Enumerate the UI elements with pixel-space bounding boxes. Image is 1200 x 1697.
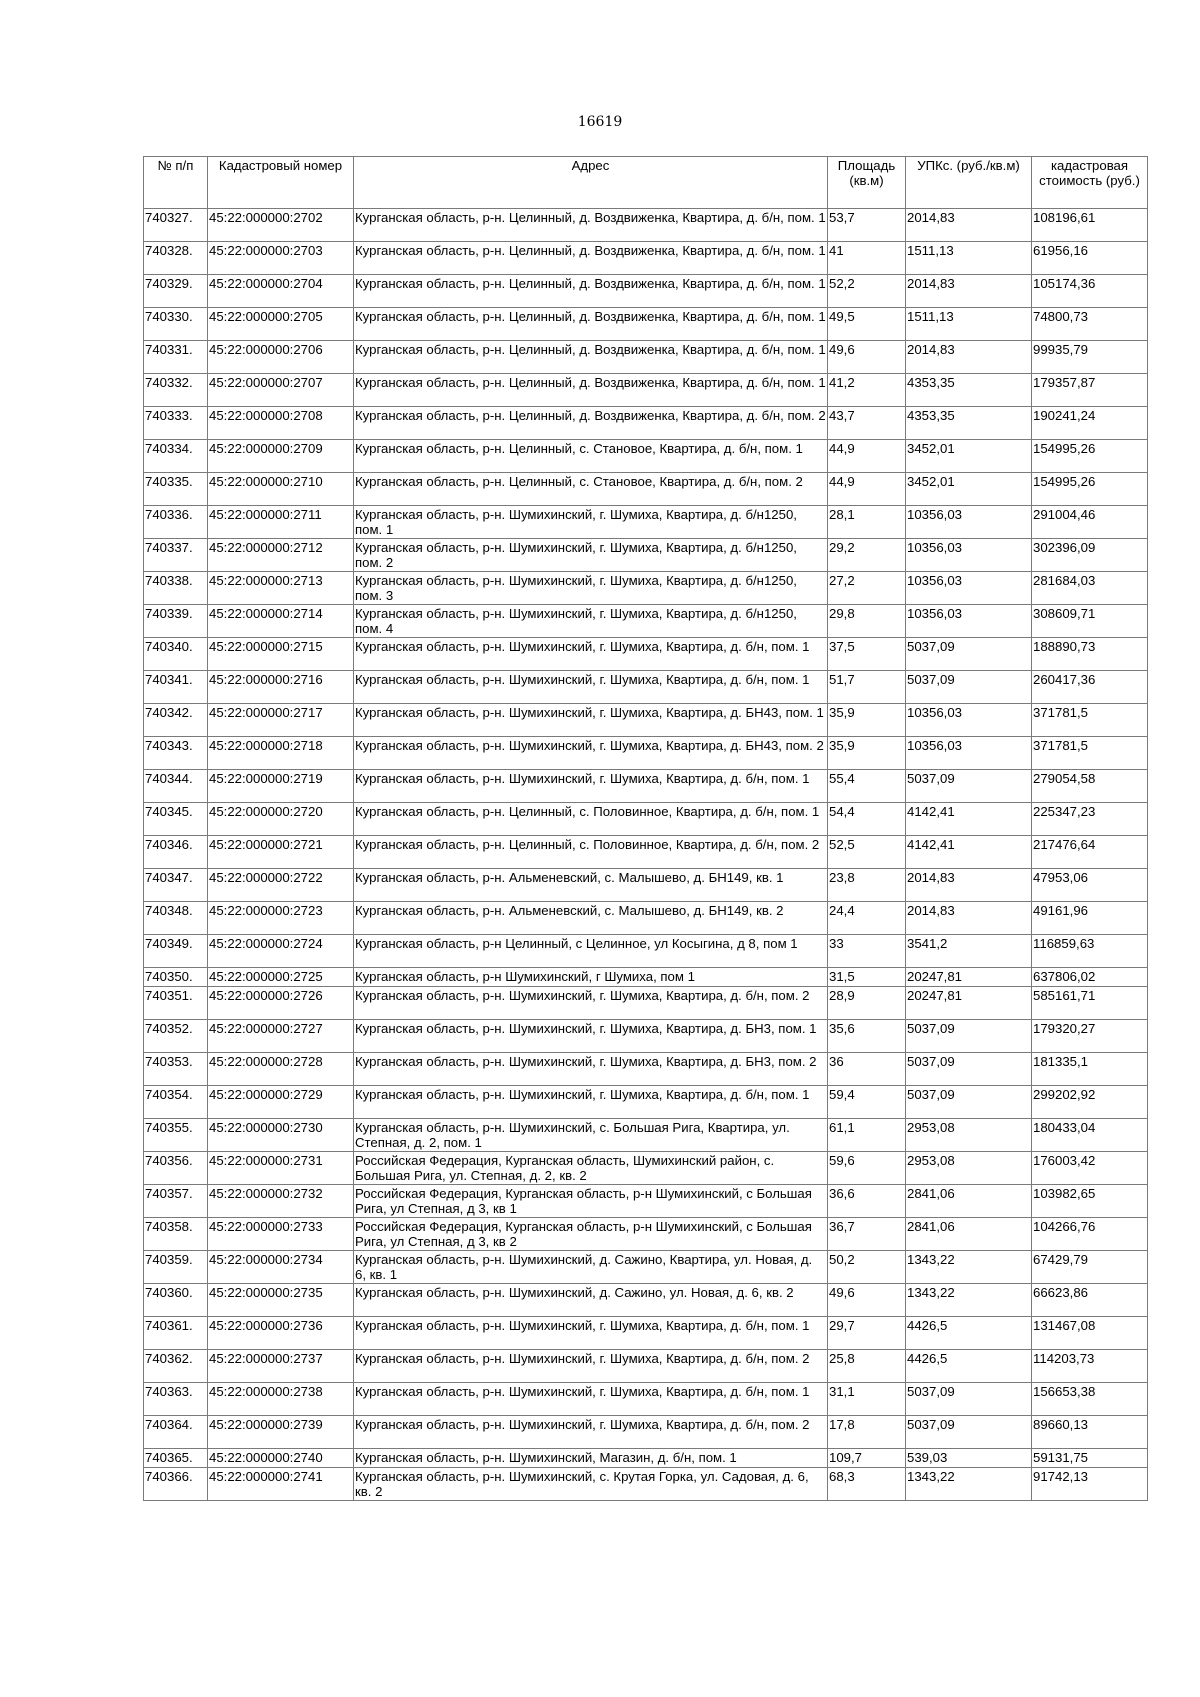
cell-upks: 5037,09 — [906, 638, 1032, 671]
cell-cadastral-cost: 131467,08 — [1032, 1317, 1148, 1350]
cell-address: Курганская область, р-н. Целинный, с. Половинное, Квартира, д. б/н, пом. 1 — [354, 803, 828, 836]
cell-cadastral-cost: 291004,46 — [1032, 506, 1148, 539]
cell-cadastral-number: 45:22:000000:2704 — [208, 275, 354, 308]
cell-cadastral-cost: 104266,76 — [1032, 1218, 1148, 1251]
cell-cadastral-cost: 260417,36 — [1032, 671, 1148, 704]
cell-address: Российская Федерация, Курганская область, Шумихинский район, с. Большая Рига, ул. Степная, д. 2, кв. 2 — [354, 1152, 828, 1185]
cell-cadastral-cost: 281684,03 — [1032, 572, 1148, 605]
table-body — [144, 209, 1148, 1501]
cell-cadastral-number: 45:22:000000:2712 — [208, 539, 354, 572]
cell-area: 33 — [828, 935, 906, 968]
cell-upks: 4353,35 — [906, 407, 1032, 440]
cell-upks: 1343,22 — [906, 1468, 1032, 1501]
cell-cadastral-number: 45:22:000000:2731 — [208, 1152, 354, 1185]
cell-area: 35,9 — [828, 704, 906, 737]
table-row — [144, 473, 1148, 506]
cell-upks: 10356,03 — [906, 704, 1032, 737]
cell-num: 740358. — [144, 1218, 208, 1251]
cell-upks: 20247,81 — [906, 987, 1032, 1020]
cell-cadastral-cost: 179357,87 — [1032, 374, 1148, 407]
table-row — [144, 341, 1148, 374]
cell-area: 50,2 — [828, 1251, 906, 1284]
cell-num: 740357. — [144, 1185, 208, 1218]
cell-upks: 10356,03 — [906, 737, 1032, 770]
cell-cadastral-number: 45:22:000000:2732 — [208, 1185, 354, 1218]
cell-cadastral-cost: 190241,24 — [1032, 407, 1148, 440]
table-row — [144, 374, 1148, 407]
cell-cadastral-cost: 179320,27 — [1032, 1020, 1148, 1053]
cell-cadastral-number: 45:22:000000:2729 — [208, 1086, 354, 1119]
cell-upks: 1511,13 — [906, 242, 1032, 275]
cell-upks: 2841,06 — [906, 1185, 1032, 1218]
cell-cadastral-number: 45:22:000000:2703 — [208, 242, 354, 275]
cell-address: Курганская область, р-н. Шумихинский, г. Шумиха, Квартира, д. б/н, пом. 1 — [354, 638, 828, 671]
cell-area: 109,7 — [828, 1449, 906, 1468]
cell-address: Курганская область, р-н. Шумихинский, г. Шумиха, Квартира, д. БН43, пом. 2 — [354, 737, 828, 770]
cell-upks: 10356,03 — [906, 539, 1032, 572]
cell-cadastral-number: 45:22:000000:2723 — [208, 902, 354, 935]
cell-area: 24,4 — [828, 902, 906, 935]
cell-num: 740364. — [144, 1416, 208, 1449]
table-row — [144, 506, 1148, 539]
cell-area: 43,7 — [828, 407, 906, 440]
table-row — [144, 407, 1148, 440]
cell-cadastral-number: 45:22:000000:2717 — [208, 704, 354, 737]
cell-cadastral-number: 45:22:000000:2718 — [208, 737, 354, 770]
cell-cadastral-number: 45:22:000000:2719 — [208, 770, 354, 803]
cell-cadastral-cost: 67429,79 — [1032, 1251, 1148, 1284]
cell-address: Курганская область, р-н. Целинный, д. Воздвиженка, Квартира, д. б/н, пом. 1 — [354, 242, 828, 275]
cell-num: 740341. — [144, 671, 208, 704]
cell-upks: 5037,09 — [906, 1086, 1032, 1119]
cell-num: 740331. — [144, 341, 208, 374]
cell-num: 740345. — [144, 803, 208, 836]
cell-upks: 5037,09 — [906, 1416, 1032, 1449]
cell-area: 37,5 — [828, 638, 906, 671]
cell-cadastral-number: 45:22:000000:2728 — [208, 1053, 354, 1086]
cell-cadastral-cost: 371781,5 — [1032, 704, 1148, 737]
cell-cadastral-number: 45:22:000000:2739 — [208, 1416, 354, 1449]
cell-num: 740350. — [144, 968, 208, 987]
cell-num: 740356. — [144, 1152, 208, 1185]
cell-num: 740362. — [144, 1350, 208, 1383]
cell-num: 740337. — [144, 539, 208, 572]
cell-area: 51,7 — [828, 671, 906, 704]
table-row — [144, 1317, 1148, 1350]
table-row — [144, 1119, 1148, 1152]
cell-area: 44,9 — [828, 473, 906, 506]
cell-cadastral-cost: 180433,04 — [1032, 1119, 1148, 1152]
cell-area: 41 — [828, 242, 906, 275]
table-row — [144, 902, 1148, 935]
cell-num: 740355. — [144, 1119, 208, 1152]
cell-area: 55,4 — [828, 770, 906, 803]
cell-cadastral-cost: 154995,26 — [1032, 440, 1148, 473]
cell-num: 740334. — [144, 440, 208, 473]
cell-cadastral-cost: 156653,38 — [1032, 1383, 1148, 1416]
cell-cadastral-number: 45:22:000000:2734 — [208, 1251, 354, 1284]
cell-address: Курганская область, р-н. Шумихинский, г. Шумиха, Квартира, д. б/н, пом. 1 — [354, 770, 828, 803]
cell-address: Российская Федерация, Курганская область, р-н Шумихинский, с Большая Рига, ул Степная, д 3, кв 2 — [354, 1218, 828, 1251]
cell-cadastral-cost: 114203,73 — [1032, 1350, 1148, 1383]
cell-cadastral-number: 45:22:000000:2738 — [208, 1383, 354, 1416]
cell-address: Курганская область, р-н. Целинный, д. Воздвиженка, Квартира, д. б/н, пом. 2 — [354, 407, 828, 440]
cell-num: 740338. — [144, 572, 208, 605]
cell-upks: 2953,08 — [906, 1152, 1032, 1185]
cell-upks: 3541,2 — [906, 935, 1032, 968]
cell-cadastral-cost: 188890,73 — [1032, 638, 1148, 671]
cell-address: Курганская область, р-н. Альменевский, с. Малышево, д. БН149, кв. 1 — [354, 869, 828, 902]
cell-upks: 2014,83 — [906, 209, 1032, 242]
cell-cadastral-number: 45:22:000000:2711 — [208, 506, 354, 539]
cell-area: 27,2 — [828, 572, 906, 605]
cell-num: 740359. — [144, 1251, 208, 1284]
cell-address: Курганская область, р-н. Целинный, д. Воздвиженка, Квартира, д. б/н, пом. 1 — [354, 374, 828, 407]
table-row — [144, 1350, 1148, 1383]
cell-area: 68,3 — [828, 1468, 906, 1501]
cell-num: 740354. — [144, 1086, 208, 1119]
cell-num: 740339. — [144, 605, 208, 638]
cell-address: Курганская область, р-н. Целинный, д. Воздвиженка, Квартира, д. б/н, пом. 1 — [354, 209, 828, 242]
cell-area: 49,6 — [828, 1284, 906, 1317]
cell-upks: 10356,03 — [906, 572, 1032, 605]
cadastral-value-table — [143, 156, 1148, 1501]
cell-cadastral-number: 45:22:000000:2708 — [208, 407, 354, 440]
cell-address: Курганская область, р-н. Целинный, д. Воздвиженка, Квартира, д. б/н, пом. 1 — [354, 275, 828, 308]
table-row — [144, 275, 1148, 308]
cell-area: 54,4 — [828, 803, 906, 836]
table-row — [144, 836, 1148, 869]
cell-cadastral-number: 45:22:000000:2726 — [208, 987, 354, 1020]
cell-cadastral-cost: 116859,63 — [1032, 935, 1148, 968]
cell-area: 53,7 — [828, 209, 906, 242]
table-row — [144, 1416, 1148, 1449]
table-row — [144, 242, 1148, 275]
cell-address: Курганская область, р-н Шумихинский, г Шумиха, пом 1 — [354, 968, 828, 987]
cell-area: 59,6 — [828, 1152, 906, 1185]
cell-area: 49,6 — [828, 341, 906, 374]
cell-address: Курганская область, р-н Целинный, с Целинное, ул Косыгина, д 8, пом 1 — [354, 935, 828, 968]
table-row — [144, 1086, 1148, 1119]
cell-num: 740360. — [144, 1284, 208, 1317]
cell-cadastral-number: 45:22:000000:2736 — [208, 1317, 354, 1350]
header-cadastral-number: Кадастровый номер — [208, 157, 354, 209]
cell-upks: 2953,08 — [906, 1119, 1032, 1152]
table-row — [144, 704, 1148, 737]
table-row — [144, 209, 1148, 242]
cell-cadastral-number: 45:22:000000:2724 — [208, 935, 354, 968]
cell-upks: 4426,5 — [906, 1350, 1032, 1383]
cell-num: 740329. — [144, 275, 208, 308]
cell-address: Курганская область, р-н. Шумихинский, г. Шумиха, Квартира, д. БН3, пом. 1 — [354, 1020, 828, 1053]
cell-address: Курганская область, р-н. Шумихинский, г. Шумиха, Квартира, д. б/н1250, пом. 2 — [354, 539, 828, 572]
cell-address: Курганская область, р-н. Шумихинский, д. Сажино, ул. Новая, д. 6, кв. 2 — [354, 1284, 828, 1317]
cell-cadastral-number: 45:22:000000:2721 — [208, 836, 354, 869]
cell-num: 740351. — [144, 987, 208, 1020]
cell-num: 740328. — [144, 242, 208, 275]
cell-address: Курганская область, р-н. Шумихинский, д. Сажино, Квартира, ул. Новая, д. 6, кв. 1 — [354, 1251, 828, 1284]
cell-upks: 2014,83 — [906, 341, 1032, 374]
cell-cadastral-cost: 585161,71 — [1032, 987, 1148, 1020]
cell-cadastral-number: 45:22:000000:2702 — [208, 209, 354, 242]
cell-cadastral-cost: 61956,16 — [1032, 242, 1148, 275]
cell-cadastral-number: 45:22:000000:2740 — [208, 1449, 354, 1468]
cell-area: 49,5 — [828, 308, 906, 341]
cell-num: 740340. — [144, 638, 208, 671]
table-row — [144, 1218, 1148, 1251]
cell-cadastral-cost: 89660,13 — [1032, 1416, 1148, 1449]
cell-area: 61,1 — [828, 1119, 906, 1152]
cell-cadastral-cost: 103982,65 — [1032, 1185, 1148, 1218]
cell-cadastral-cost: 47953,06 — [1032, 869, 1148, 902]
cell-cadastral-number: 45:22:000000:2741 — [208, 1468, 354, 1501]
cell-cadastral-cost: 91742,13 — [1032, 1468, 1148, 1501]
cell-upks: 10356,03 — [906, 605, 1032, 638]
cell-upks: 1343,22 — [906, 1284, 1032, 1317]
cell-upks: 5037,09 — [906, 1020, 1032, 1053]
table-row — [144, 572, 1148, 605]
cell-num: 740346. — [144, 836, 208, 869]
cell-cadastral-number: 45:22:000000:2709 — [208, 440, 354, 473]
cell-num: 740361. — [144, 1317, 208, 1350]
cell-num: 740343. — [144, 737, 208, 770]
cell-address: Курганская область, р-н. Целинный, с. Становое, Квартира, д. б/н, пом. 2 — [354, 473, 828, 506]
cell-cadastral-number: 45:22:000000:2737 — [208, 1350, 354, 1383]
cell-cadastral-number: 45:22:000000:2720 — [208, 803, 354, 836]
cell-address: Курганская область, р-н. Шумихинский, г. Шумиха, Квартира, д. б/н, пом. 1 — [354, 671, 828, 704]
cell-address: Курганская область, р-н. Целинный, д. Воздвиженка, Квартира, д. б/н, пом. 1 — [354, 308, 828, 341]
cell-area: 35,6 — [828, 1020, 906, 1053]
cell-cadastral-cost: 176003,42 — [1032, 1152, 1148, 1185]
cell-address: Курганская область, р-н. Шумихинский, г. Шумиха, Квартира, д. БН3, пом. 2 — [354, 1053, 828, 1086]
cell-area: 41,2 — [828, 374, 906, 407]
cell-num: 740352. — [144, 1020, 208, 1053]
table-row — [144, 987, 1148, 1020]
cell-upks: 1511,13 — [906, 308, 1032, 341]
cell-area: 52,5 — [828, 836, 906, 869]
header-num: № п/п — [144, 157, 208, 209]
cell-cadastral-cost: 637806,02 — [1032, 968, 1148, 987]
table-row — [144, 671, 1148, 704]
cell-cadastral-cost: 74800,73 — [1032, 308, 1148, 341]
cell-upks: 1343,22 — [906, 1251, 1032, 1284]
cell-upks: 20247,81 — [906, 968, 1032, 987]
table-row — [144, 1020, 1148, 1053]
cell-num: 740330. — [144, 308, 208, 341]
cell-cadastral-number: 45:22:000000:2733 — [208, 1218, 354, 1251]
cell-upks: 4426,5 — [906, 1317, 1032, 1350]
table-row — [144, 1449, 1148, 1468]
cell-cadastral-number: 45:22:000000:2713 — [208, 572, 354, 605]
cell-cadastral-cost: 308609,71 — [1032, 605, 1148, 638]
cell-cadastral-cost: 217476,64 — [1032, 836, 1148, 869]
cell-area: 28,1 — [828, 506, 906, 539]
header-cadastral-cost: кадастровая стоимость (руб.) — [1032, 157, 1148, 209]
cell-upks: 3452,01 — [906, 440, 1032, 473]
cell-upks: 5037,09 — [906, 770, 1032, 803]
cell-cadastral-number: 45:22:000000:2735 — [208, 1284, 354, 1317]
page-number: 16619 — [577, 114, 623, 130]
table-row — [144, 770, 1148, 803]
cell-cadastral-number: 45:22:000000:2722 — [208, 869, 354, 902]
cell-upks: 4142,41 — [906, 803, 1032, 836]
cell-cadastral-number: 45:22:000000:2727 — [208, 1020, 354, 1053]
cell-area: 52,2 — [828, 275, 906, 308]
cell-area: 29,8 — [828, 605, 906, 638]
cell-area: 31,5 — [828, 968, 906, 987]
cell-num: 740353. — [144, 1053, 208, 1086]
table-row — [144, 638, 1148, 671]
cell-address: Курганская область, р-н. Шумихинский, с. Крутая Горка, ул. Садовая, д. 6, кв. 2 — [354, 1468, 828, 1501]
cell-address: Курганская область, р-н. Целинный, с. Становое, Квартира, д. б/н, пом. 1 — [354, 440, 828, 473]
header-upks: УПКс. (руб./кв.м) — [906, 157, 1032, 209]
cell-area: 29,2 — [828, 539, 906, 572]
table-row — [144, 1053, 1148, 1086]
cell-area: 31,1 — [828, 1383, 906, 1416]
cell-area: 36 — [828, 1053, 906, 1086]
cell-area: 59,4 — [828, 1086, 906, 1119]
table-row — [144, 968, 1148, 987]
cell-num: 740366. — [144, 1468, 208, 1501]
cell-upks: 2014,83 — [906, 902, 1032, 935]
cell-cadastral-cost: 99935,79 — [1032, 341, 1148, 374]
table-row — [144, 1284, 1148, 1317]
cell-address: Курганская область, р-н. Шумихинский, г. Шумиха, Квартира, д. б/н, пом. 2 — [354, 987, 828, 1020]
cell-num: 740349. — [144, 935, 208, 968]
cell-address: Курганская область, р-н. Шумихинский, г. Шумиха, Квартира, д. БН43, пом. 1 — [354, 704, 828, 737]
cell-cadastral-number: 45:22:000000:2706 — [208, 341, 354, 374]
cell-cadastral-cost: 225347,23 — [1032, 803, 1148, 836]
cell-address: Курганская область, р-н. Целинный, д. Воздвиженка, Квартира, д. б/н, пом. 1 — [354, 341, 828, 374]
cell-cadastral-cost: 59131,75 — [1032, 1449, 1148, 1468]
cell-cadastral-number: 45:22:000000:2725 — [208, 968, 354, 987]
cell-upks: 3452,01 — [906, 473, 1032, 506]
cell-address: Курганская область, р-н. Шумихинский, г. Шумиха, Квартира, д. б/н1250, пом. 1 — [354, 506, 828, 539]
table-row — [144, 803, 1148, 836]
cell-num: 740344. — [144, 770, 208, 803]
table-row — [144, 737, 1148, 770]
cell-address: Курганская область, р-н. Альменевский, с. Малышево, д. БН149, кв. 2 — [354, 902, 828, 935]
cell-area: 17,8 — [828, 1416, 906, 1449]
table-row — [144, 869, 1148, 902]
cell-upks: 539,03 — [906, 1449, 1032, 1468]
cell-cadastral-number: 45:22:000000:2707 — [208, 374, 354, 407]
cell-num: 740333. — [144, 407, 208, 440]
table-row — [144, 1468, 1148, 1501]
cell-upks: 4353,35 — [906, 374, 1032, 407]
cell-cadastral-cost: 302396,09 — [1032, 539, 1148, 572]
cell-address: Курганская область, р-н. Целинный, с. Половинное, Квартира, д. б/н, пом. 2 — [354, 836, 828, 869]
cell-address: Курганская область, р-н. Шумихинский, г. Шумиха, Квартира, д. б/н, пом. 2 — [354, 1416, 828, 1449]
cell-cadastral-number: 45:22:000000:2716 — [208, 671, 354, 704]
cell-num: 740342. — [144, 704, 208, 737]
cell-address: Курганская область, р-н. Шумихинский, г. Шумиха, Квартира, д. б/н1250, пом. 3 — [354, 572, 828, 605]
cell-upks: 5037,09 — [906, 671, 1032, 704]
table-row — [144, 935, 1148, 968]
cell-area: 28,9 — [828, 987, 906, 1020]
header-address: Адрес — [354, 157, 828, 209]
cell-cadastral-cost: 66623,86 — [1032, 1284, 1148, 1317]
cell-upks: 5037,09 — [906, 1053, 1032, 1086]
cell-area: 36,6 — [828, 1185, 906, 1218]
table-row — [144, 1152, 1148, 1185]
cell-area: 35,9 — [828, 737, 906, 770]
cell-num: 740327. — [144, 209, 208, 242]
cell-cadastral-cost: 154995,26 — [1032, 473, 1148, 506]
cell-num: 740335. — [144, 473, 208, 506]
table-row — [144, 1185, 1148, 1218]
cell-upks: 2841,06 — [906, 1218, 1032, 1251]
cell-address: Курганская область, р-н. Шумихинский, Магазин, д. б/н, пом. 1 — [354, 1449, 828, 1468]
cell-cadastral-cost: 105174,36 — [1032, 275, 1148, 308]
cell-area: 23,8 — [828, 869, 906, 902]
cell-address: Курганская область, р-н. Шумихинский, г. Шумиха, Квартира, д. б/н, пом. 2 — [354, 1350, 828, 1383]
cell-address: Курганская область, р-н. Шумихинский, г. Шумиха, Квартира, д. б/н, пом. 1 — [354, 1383, 828, 1416]
cell-area: 25,8 — [828, 1350, 906, 1383]
cell-address: Курганская область, р-н. Шумихинский, с. Большая Рига, Квартира, ул. Степная, д. 2, пом. 1 — [354, 1119, 828, 1152]
cell-num: 740332. — [144, 374, 208, 407]
table-header-row — [144, 157, 1148, 209]
cell-cadastral-cost: 371781,5 — [1032, 737, 1148, 770]
cell-area: 29,7 — [828, 1317, 906, 1350]
cell-cadastral-number: 45:22:000000:2705 — [208, 308, 354, 341]
cell-num: 740348. — [144, 902, 208, 935]
cell-address: Курганская область, р-н. Шумихинский, г. Шумиха, Квартира, д. б/н, пом. 1 — [354, 1086, 828, 1119]
cell-area: 36,7 — [828, 1218, 906, 1251]
header-area: Площадь (кв.м) — [828, 157, 906, 209]
cell-upks: 4142,41 — [906, 836, 1032, 869]
cell-area: 44,9 — [828, 440, 906, 473]
cell-cadastral-number: 45:22:000000:2715 — [208, 638, 354, 671]
table-row — [144, 605, 1148, 638]
cell-cadastral-cost: 279054,58 — [1032, 770, 1148, 803]
cell-upks: 10356,03 — [906, 506, 1032, 539]
cell-upks: 2014,83 — [906, 275, 1032, 308]
cell-upks: 5037,09 — [906, 1383, 1032, 1416]
cell-cadastral-number: 45:22:000000:2710 — [208, 473, 354, 506]
table-row — [144, 539, 1148, 572]
cell-cadastral-cost: 49161,96 — [1032, 902, 1148, 935]
table-row — [144, 1383, 1148, 1416]
cell-address: Курганская область, р-н. Шумихинский, г. Шумиха, Квартира, д. б/н1250, пом. 4 — [354, 605, 828, 638]
cell-num: 740365. — [144, 1449, 208, 1468]
cell-address: Российская Федерация, Курганская область, р-н Шумихинский, с Большая Рига, ул Степная, д 3, кв 1 — [354, 1185, 828, 1218]
table-row — [144, 440, 1148, 473]
cell-upks: 2014,83 — [906, 869, 1032, 902]
cell-num: 740363. — [144, 1383, 208, 1416]
cell-cadastral-cost: 108196,61 — [1032, 209, 1148, 242]
table-row — [144, 1251, 1148, 1284]
cell-num: 740347. — [144, 869, 208, 902]
cell-cadastral-cost: 181335,1 — [1032, 1053, 1148, 1086]
cell-address: Курганская область, р-н. Шумихинский, г. Шумиха, Квартира, д. б/н, пом. 1 — [354, 1317, 828, 1350]
cell-cadastral-number: 45:22:000000:2730 — [208, 1119, 354, 1152]
cell-cadastral-number: 45:22:000000:2714 — [208, 605, 354, 638]
cell-cadastral-cost: 299202,92 — [1032, 1086, 1148, 1119]
cell-num: 740336. — [144, 506, 208, 539]
table-row — [144, 308, 1148, 341]
